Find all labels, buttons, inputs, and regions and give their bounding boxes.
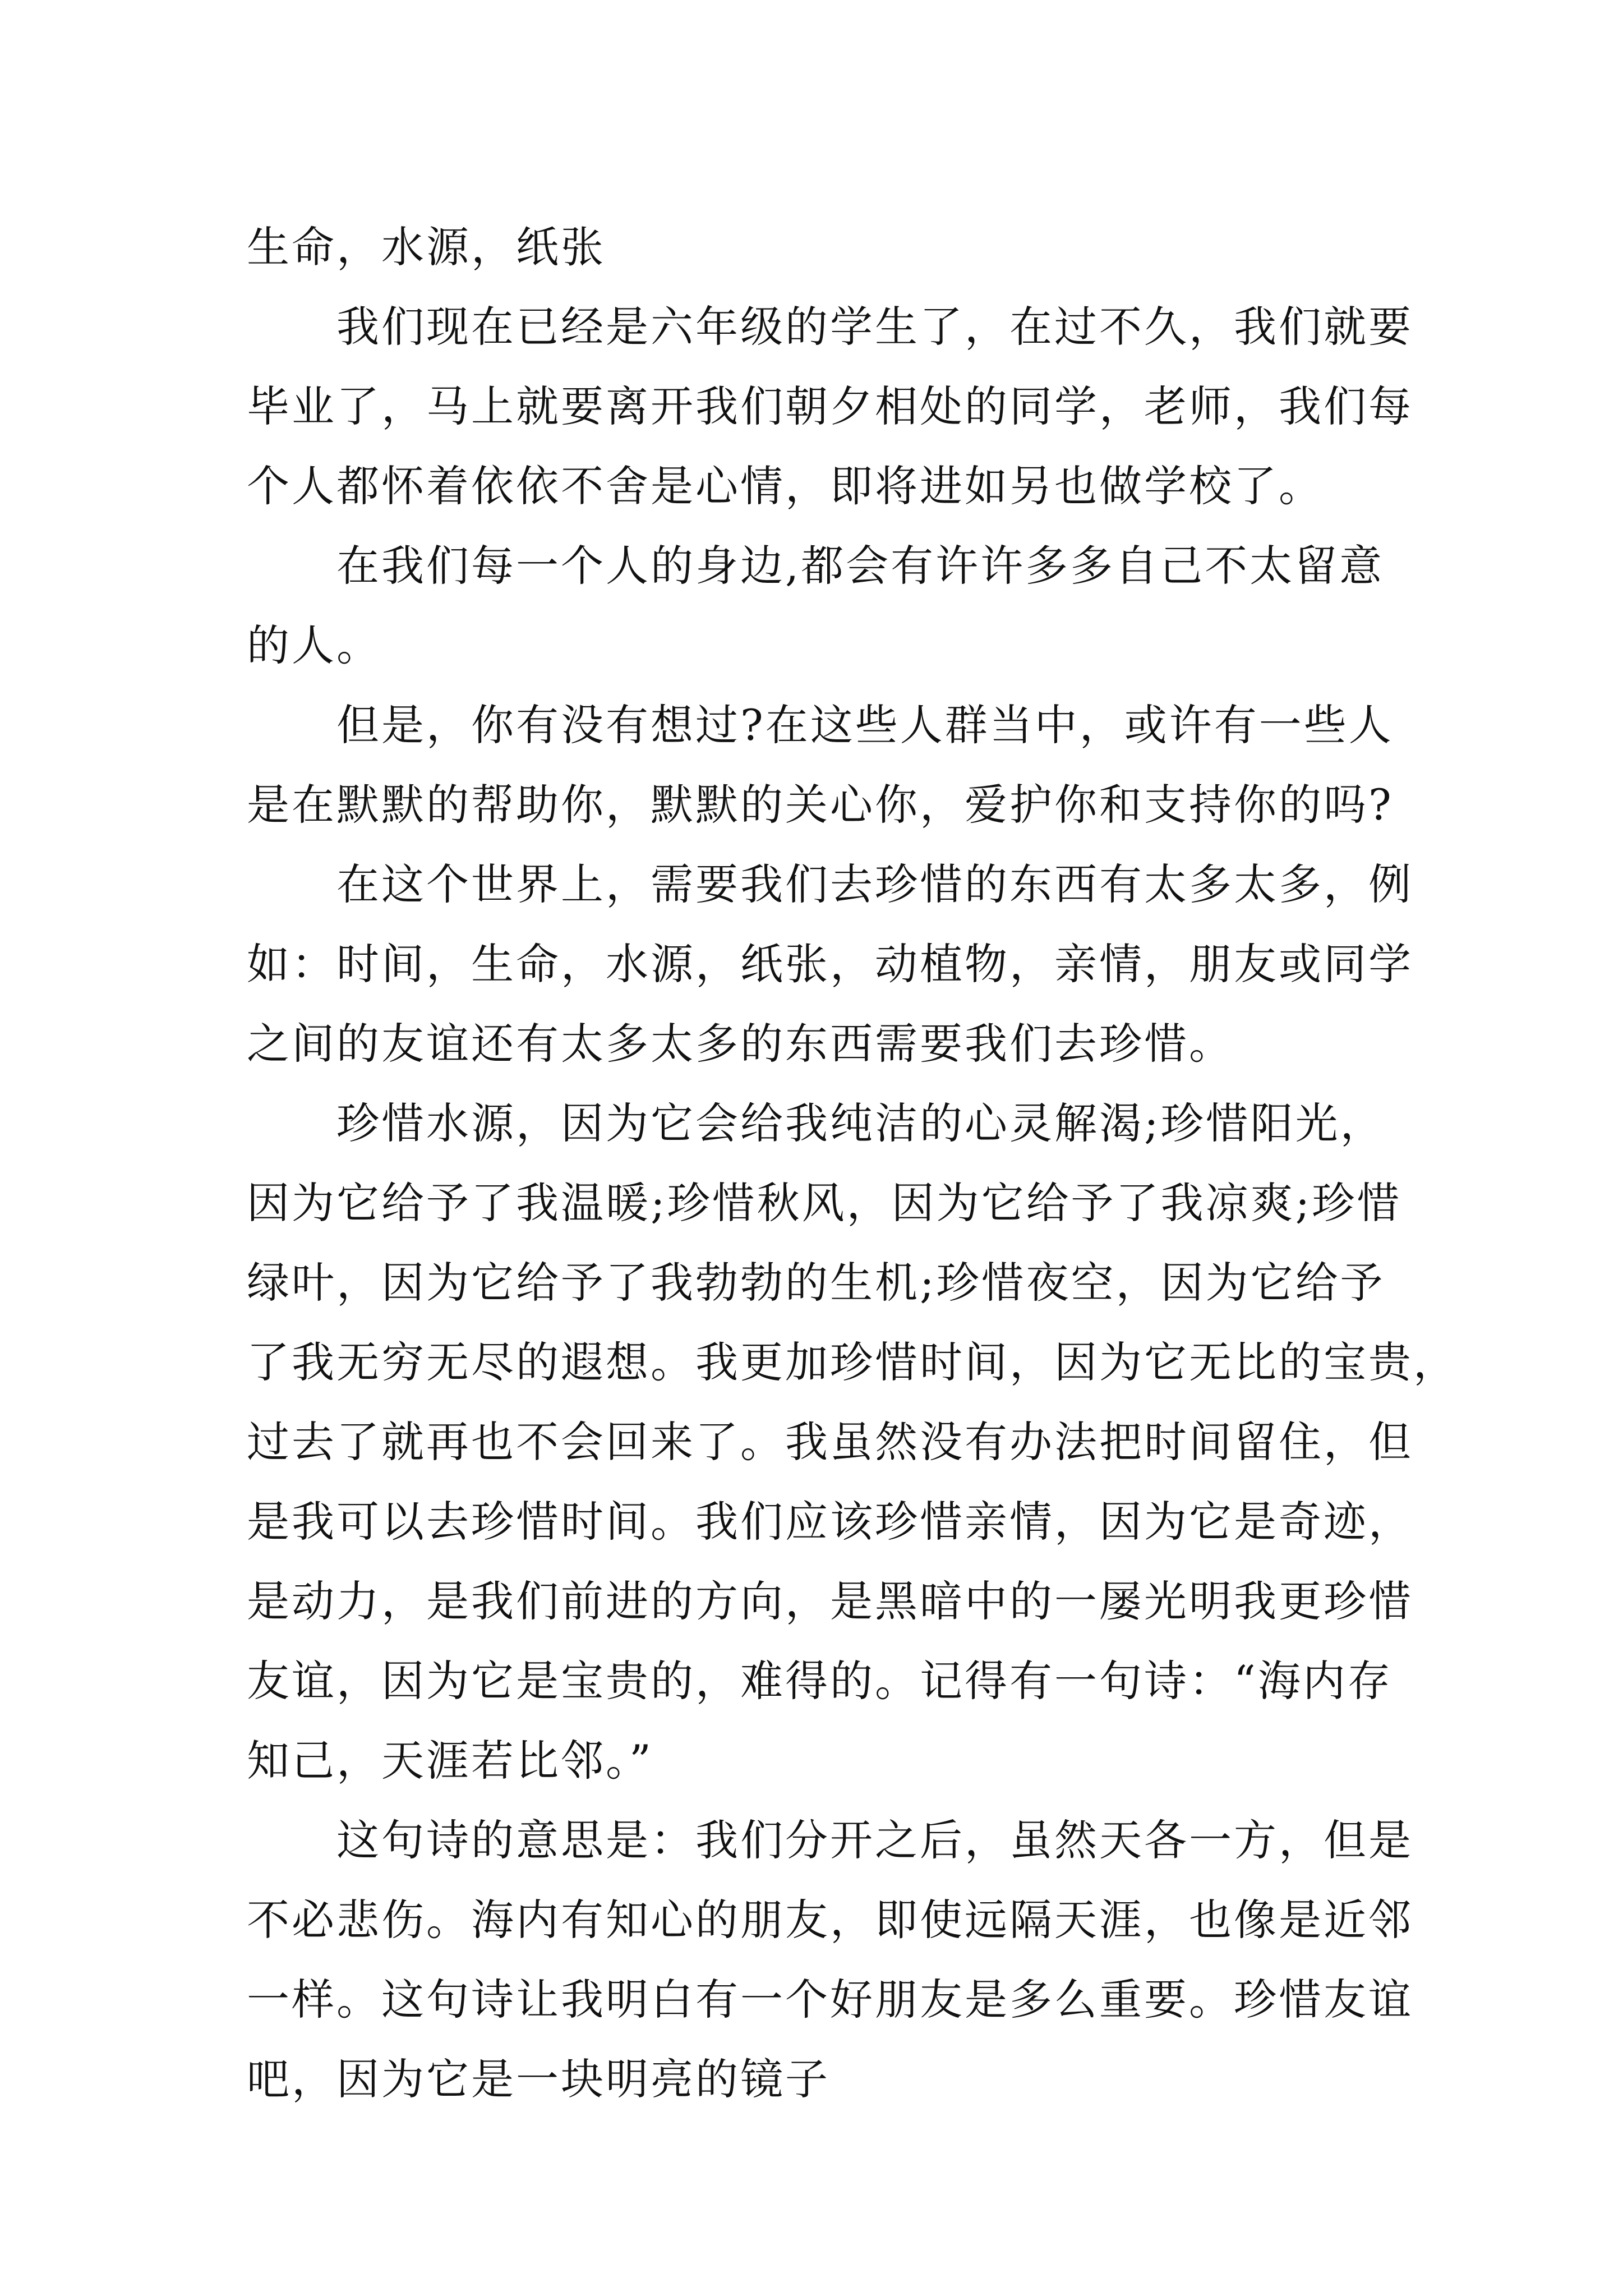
text-line: 个人都怀着依依不舍是心情，即将进如另也做学校了。 (247, 461, 1324, 511)
text-line: 我们现在已经是六年级的学生了，在过不久，我们就要 (336, 302, 1413, 352)
text-line: 在这个世界上，需要我们去珍惜的东西有太多太多，例 (336, 859, 1413, 909)
text-line: 了我无穷无尽的遐想。我更加珍惜时间，因为它无比的宝贵， (247, 1337, 1458, 1387)
text-line: 是我可以去珍惜时间。我们应该珍惜亲情，因为它是奇迹， (247, 1497, 1413, 1547)
text-line: 是动力，是我们前进的方向，是黑暗中的一屡光明我更珍惜 (247, 1576, 1413, 1626)
text-line: 生命，水源，纸张 (247, 222, 606, 272)
text-line: 因为它给予了我温暖;珍惜秋风，因为它给予了我凉爽;珍惜 (247, 1178, 1402, 1228)
text-line: 在我们每一个人的身边,都会有许许多多自己不太留意 (336, 541, 1385, 591)
text-line: 如：时间，生命，水源，纸张，动植物，亲情，朋友或同学 (247, 939, 1413, 989)
text-line: 吧，因为它是一块明亮的镜子 (247, 2054, 830, 2104)
text-line: 友谊，因为它是宝贵的，难得的。记得有一句诗：“海内存 (247, 1656, 1393, 1706)
text-line: 珍惜水源，因为它会给我纯洁的心灵解渴;珍惜阳光， (336, 1098, 1385, 1148)
text-line: 毕业了，马上就要离开我们朝夕相处的同学，老师，我们每 (247, 381, 1413, 431)
text-line: 的人。 (247, 620, 381, 670)
text-line: 一样。这句诗让我明白有一个好朋友是多么重要。珍惜友谊 (247, 1975, 1413, 2024)
text-line: 之间的友谊还有太多太多的东西需要我们去珍惜。 (247, 1019, 1234, 1069)
text-line: 这句诗的意思是：我们分开之后，虽然天各一方，但是 (336, 1815, 1413, 1865)
text-line: 但是，你有没有想过?在这些人群当中，或许有一些人 (336, 700, 1394, 750)
text-line: 过去了就再也不会回来了。我虽然没有办法把时间留住，但 (247, 1417, 1413, 1467)
text-line: 绿叶，因为它给予了我勃勃的生机;珍惜夜空，因为它给予 (247, 1258, 1385, 1308)
document-body (247, 208, 1458, 2119)
text-line: 知己，天涯若比邻。” (247, 1736, 653, 1786)
text-line: 是在默默的帮助你，默默的关心你，爱护你和支持你的吗? (247, 780, 1394, 830)
text-line: 不必悲伤。海内有知心的朋友，即使远隔天涯，也像是近邻 (247, 1895, 1413, 1945)
